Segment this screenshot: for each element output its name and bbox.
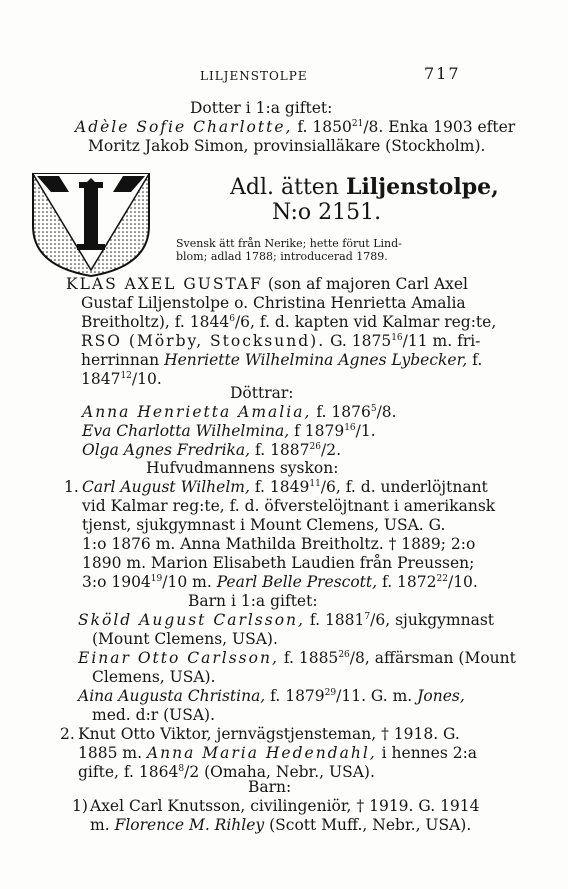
child-entry-line: Clemens, USA). bbox=[92, 668, 216, 686]
sibling-entry-line: vid Kalmar reg:te, f. d. öfverstelöjtnant i amerikansk bbox=[82, 497, 496, 515]
daughter-heading: Dotter i 1:a giftet: bbox=[190, 99, 333, 117]
grandchild-entry-line: m. Florence M. Rihley (Scott Muff., Nebr., USA). bbox=[90, 816, 472, 834]
family-number: N:o 2151. bbox=[272, 200, 382, 225]
daughter-entry: Anna Henrietta Amalia, f. 1876$^5$/8. bbox=[82, 403, 397, 421]
page-number: 717 bbox=[424, 64, 461, 83]
sibling-entry-line: 3:o 1904$^{19}$/10 m. Pearl Belle Prescott, f. 1872$^{22}$/10. bbox=[82, 573, 478, 591]
running-header: LILJENSTOLPE bbox=[200, 69, 308, 83]
coat-of-arms-icon bbox=[29, 170, 153, 278]
head-entry-line: herrinnan Henriette Wilhelmina Agnes Lybecker, f. bbox=[81, 351, 483, 369]
sibling-entry-line: gifte, f. 1864$^8$/2 (Omaha, Nebr., USA). bbox=[78, 763, 375, 781]
daughter-entry-line: Adèle Sofie Charlotte, f. 1850$^{21}$/8. Enka 1903 efter bbox=[75, 118, 516, 136]
grandchild-entry-line: Axel Carl Knutsson, civilingeniör, † 1919. G. 1914 bbox=[90, 797, 480, 815]
sibling-entry-line: 1885 m. Anna Maria Hedendahl, i hennes 2:a bbox=[78, 744, 478, 762]
daughter-entry: Olga Agnes Fredrika, f. 1887$^{26}$/2. bbox=[82, 441, 341, 459]
family-note: blom; adlad 1788; introducerad 1789. bbox=[176, 250, 388, 263]
child-entry-line: Sköld August Carlsson, f. 1881$^7$/6, sjukgymnast bbox=[78, 611, 494, 629]
child-entry-line: Einar Otto Carlsson, f. 1885$^{26}$/8, affärsman (Mount bbox=[78, 649, 516, 667]
family-title: Adl. ätten Liljenstolpe, bbox=[230, 174, 499, 200]
sibling-entry-line: tjenst, sjukgymnast i Mount Clemens, USA. G. bbox=[82, 516, 446, 534]
sibling-entry-line: Knut Otto Viktor, jernvägstjensteman, † 1918. G. bbox=[78, 725, 460, 743]
head-entry-line: Gustaf Liljenstolpe o. Christina Henrietta Amalia bbox=[81, 294, 466, 312]
children-heading: Barn i 1:a giftet: bbox=[188, 592, 318, 610]
sibling-entry-line: 1:o 1876 m. Anna Mathilda Breitholtz. † 1889; 2:o bbox=[82, 535, 476, 553]
child-entry-line: med. d:r (USA). bbox=[92, 706, 216, 724]
head-entry-line: KLAS AXEL GUSTAF (son af majoren Carl Axel bbox=[66, 275, 469, 293]
family-note: Svensk ätt från Nerike; hette förut Lind- bbox=[176, 237, 402, 250]
child-entry-line: (Mount Clemens, USA). bbox=[92, 630, 278, 648]
sibling-entry-line: Carl August Wilhelm, f. 1849$^{11}$/6, f. d. underlöjtnant bbox=[82, 478, 488, 496]
daughter-entry-line: Moritz Jakob Simon, provinsialläkare (Stockholm). bbox=[88, 137, 486, 155]
children-heading: Barn: bbox=[248, 778, 292, 796]
sibling-entry-line: 1890 m. Marion Elisabeth Laudien från Preussen; bbox=[82, 554, 475, 572]
sibling-number: 2. bbox=[60, 725, 75, 743]
daughters-heading: Döttrar: bbox=[230, 384, 294, 402]
daughter-entry: Eva Charlotta Wilhelmina, f 1879$^{16}$/1. bbox=[82, 422, 376, 440]
grandchild-number: 1) bbox=[72, 797, 88, 815]
head-entry-line: RSO (Mörby, Stocksund). G. 1875$^{16}$/11 m. fri- bbox=[81, 332, 481, 350]
head-entry-line: 1847$^{12}$/10. bbox=[81, 370, 162, 388]
child-entry-line: Aina Augusta Christina, f. 1879$^{29}$/11. G. m. Jones, bbox=[78, 687, 465, 705]
sibling-number: 1. bbox=[64, 478, 79, 496]
head-entry-line: Breitholtz), f. 1844$^6$/6, f. d. kapten vid Kalmar reg:te, bbox=[81, 313, 497, 331]
siblings-heading: Hufvudmannens syskon: bbox=[146, 459, 339, 477]
